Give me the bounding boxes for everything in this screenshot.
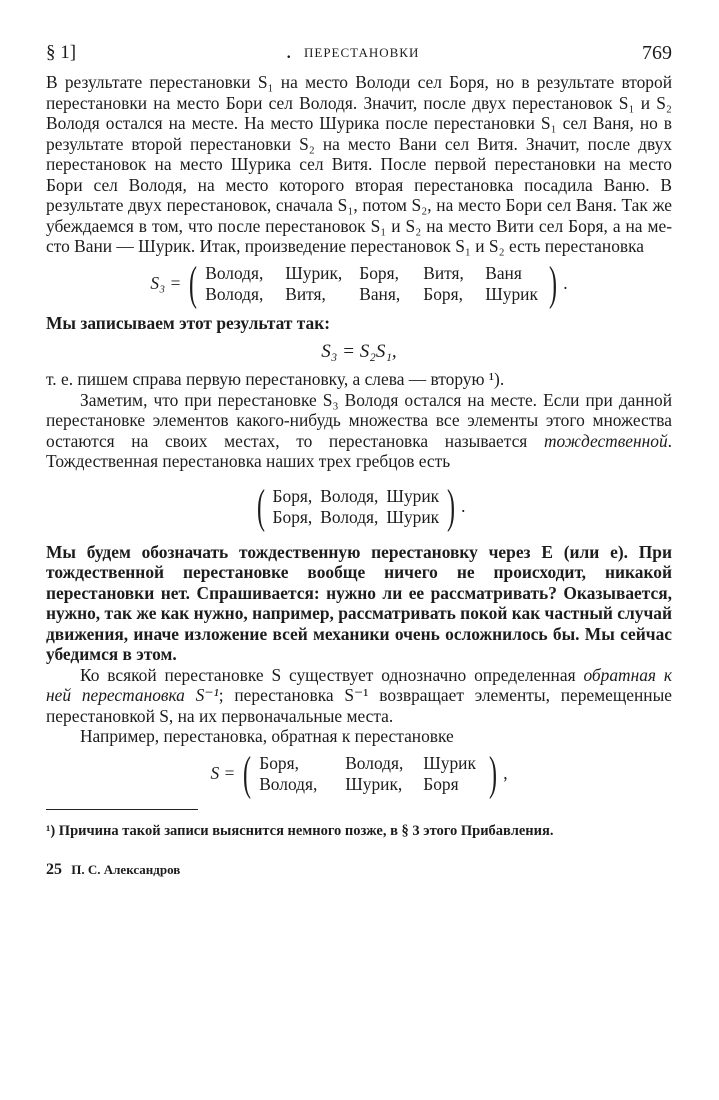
paragraph-1: В результате перестановки S₁ на место Володи сел Боря, но в результате второй перестановки на место Бори сел Володя. Значит, после двух перестановок S₁ и S₂ Володя остался на месте. На место Шурика после перестановки S₁ сел Ваня, но в результате второй перестановки S₂ на место Вани сел Витя. Значит, после двух перестановок на место Шурика сел Витя. После первой перестановки на место Бори сел Володя, на место которого вторая перестановка посадила Ваню. В результате двух перестановок, сначала S₁, потом S₂, на место Бори сел Ваня. Так же убеждаемся в том, что после перестановок S₁ и S₂ на место Вити сел Боря, а на место Вани — Шурик. Итак, произведение перестановок S₁ и S₂ есть перестановка — [46, 72, 672, 256]
permutation-s — [46, 746, 672, 800]
permutation-s3 — [46, 256, 672, 310]
product-formula: S₃ = S₂S₁, — [321, 341, 397, 362]
paragraph-7: Например, перестановка, обратная к перестановке — [80, 726, 454, 746]
s3-rows — [201, 263, 545, 305]
identity-row-top — [269, 486, 444, 507]
term-identity: тождественной — [543, 430, 668, 451]
identity-row-bottom — [269, 507, 444, 528]
signature-author: П. С. Александров — [71, 861, 181, 877]
s3-cell: Шурик — [485, 283, 538, 304]
s3-tail: . — [563, 273, 568, 293]
s3-row-bottom — [201, 284, 545, 305]
s3-lhs: S₃ = — [150, 273, 182, 293]
s3-cell: Боря, — [423, 283, 463, 304]
s-cell: Шурик — [423, 752, 476, 773]
identity-cell: Боря, — [272, 506, 313, 527]
right-paren: ) — [549, 256, 558, 310]
s3-cell: Шурик, — [285, 262, 343, 283]
s-cell: Боря, — [259, 752, 299, 773]
s3-cell: Ваня — [485, 262, 522, 283]
s3-cell: Витя, — [423, 262, 464, 283]
footnote-rule — [46, 809, 198, 810]
s3-cell: Боря, — [359, 262, 399, 283]
paragraph-6 — [46, 665, 672, 727]
paragraph-5: Мы будем обозначать тождественную перестановку через E (или e). При тождественной перестановке вообще ничего не происходит, никакой перестановки нет. Спрашивается: нужно ли ее рассматривать? Оказывается, нужно, так же как нужно, например, рассматривать покой как частный случай движения, иначе изложение всей механики очень осложнилось бы. Мы сейчас убедимся в этом. — [46, 541, 672, 664]
paragraph-4 — [46, 390, 672, 472]
identity-tail: . — [461, 496, 466, 516]
paragraph-4-text-a: Заметим, что при перестановке S₃ Володя остался на месте. Если при данной перестановке элементов какого-нибудь множества все элементы этого множества остаются на своих местах, то перестановка называется — [46, 389, 672, 451]
permutation-identity — [46, 479, 672, 533]
right-paren: ) — [447, 479, 456, 533]
paragraph-6-text-a: Ко всякой перестановке S существует однозначно определенная — [80, 664, 584, 685]
s3-row-top — [201, 263, 545, 284]
page-number: 769 — [642, 42, 672, 64]
left-paren: ( — [256, 479, 265, 533]
s3-cell: Ваня, — [359, 283, 401, 304]
section-marker: § 1] — [46, 42, 77, 63]
paragraph-3: т. е. пишем справа первую перестановку, а слева — вторую ¹). — [46, 369, 505, 389]
signature-number: 25 — [46, 860, 62, 878]
term-inverse: обратная к ней перестановка S⁻¹ — [46, 664, 672, 705]
s-rows — [255, 753, 485, 795]
identity-cell: Шурик — [386, 506, 440, 527]
s-row-bottom — [255, 774, 485, 795]
s3-cell: Витя, — [285, 283, 326, 304]
paragraph-2: Мы записываем этот результат так: — [46, 312, 331, 333]
identity-cell: Володя, — [320, 506, 379, 527]
s-cell: Шурик, — [345, 773, 403, 794]
page — [46, 38, 672, 879]
running-title: ПЕРЕСТАНОВКИ — [304, 45, 420, 60]
s3-cell: Володя, — [205, 262, 264, 283]
left-paren: ( — [243, 746, 252, 800]
s-lhs: S = — [210, 763, 236, 783]
s3-cell: Володя, — [205, 283, 264, 304]
footnote: ¹) Причина такой записи выяснится немного позже, в § 3 этого Прибавления. — [46, 822, 554, 839]
running-header — [46, 38, 672, 72]
signature-line — [46, 861, 672, 879]
identity-cell: Володя, — [320, 485, 379, 506]
s-cell: Боря — [423, 773, 459, 794]
paragraph-4-text-b: . Тождественная перестановка наших трех гребцов есть — [46, 430, 672, 471]
right-paren: ) — [489, 746, 498, 800]
paragraph-6-text-b: ; перестановка S⁻¹ возвращает элементы, перемещенные перестановкой S, на их первоначальные места. — [46, 685, 672, 726]
identity-cell: Боря, — [272, 485, 313, 506]
s-cell: Володя, — [259, 773, 318, 794]
left-paren: ( — [189, 256, 198, 310]
identity-rows — [269, 486, 444, 528]
s-row-top — [255, 753, 485, 774]
s-cell: Володя, — [345, 752, 404, 773]
identity-cell: Шурик — [386, 485, 440, 506]
header-dot: . — [286, 38, 292, 63]
s-tail: , — [503, 763, 508, 783]
